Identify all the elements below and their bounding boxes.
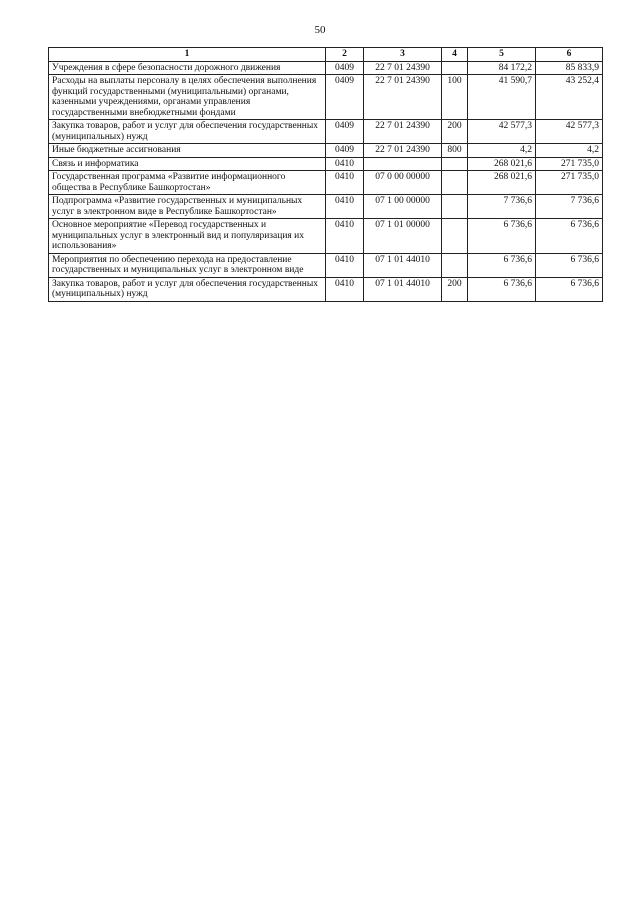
row-value-2: 6 736,6	[536, 219, 603, 254]
header-cell-kind: 4	[442, 48, 468, 62]
row-target: 22 7 01 24390	[364, 75, 442, 120]
row-value-1: 6 736,6	[468, 253, 536, 277]
row-kind	[442, 157, 468, 171]
row-section: 0410	[326, 157, 364, 171]
row-value-1: 268 021,6	[468, 171, 536, 195]
row-section: 0410	[326, 171, 364, 195]
row-value-2: 85 833,9	[536, 61, 603, 75]
row-name: Основное мероприятие «Перевод государственных и муниципальных услуг в электронный вид и популяризация их использования»	[49, 219, 326, 254]
row-kind: 200	[442, 277, 468, 301]
header-cell-name: 1	[49, 48, 326, 62]
row-section: 0410	[326, 219, 364, 254]
row-name: Подпрограмма «Развитие государственных и муниципальных услуг в электронном виде в Республике Башкортостан»	[49, 195, 326, 219]
row-section: 0410	[326, 277, 364, 301]
table-header-row	[49, 48, 603, 62]
row-value-1: 84 172,2	[468, 61, 536, 75]
row-value-1: 42 577,3	[468, 120, 536, 144]
header-cell-section: 2	[326, 48, 364, 62]
row-name: Государственная программа «Развитие информационного общества в Республике Башкортостан»	[49, 171, 326, 195]
row-name: Учреждения в сфере безопасности дорожного движения	[49, 61, 326, 75]
row-value-1: 41 590,7	[468, 75, 536, 120]
row-value-2: 4,2	[536, 144, 603, 158]
row-target: 22 7 01 24390	[364, 120, 442, 144]
budget-table	[48, 47, 603, 302]
row-kind: 200	[442, 120, 468, 144]
row-value-1: 4,2	[468, 144, 536, 158]
table-row	[49, 157, 603, 171]
header-cell-target: 3	[364, 48, 442, 62]
row-target: 07 1 01 00000	[364, 219, 442, 254]
row-value-2: 42 577,3	[536, 120, 603, 144]
table-row	[49, 144, 603, 158]
row-section: 0409	[326, 75, 364, 120]
table-row	[49, 219, 603, 254]
row-value-2: 6 736,6	[536, 253, 603, 277]
row-name: Мероприятия по обеспечению перехода на предоставление государственных и муниципальных услуг в электронном виде	[49, 253, 326, 277]
row-target: 07 1 01 44010	[364, 253, 442, 277]
row-target: 22 7 01 24390	[364, 144, 442, 158]
row-section: 0410	[326, 253, 364, 277]
row-name: Связь и информатика	[49, 157, 326, 171]
row-name: Иные бюджетные ассигнования	[49, 144, 326, 158]
row-value-2: 6 736,6	[536, 277, 603, 301]
header-cell-value-2: 6	[536, 48, 603, 62]
table-row	[49, 277, 603, 301]
row-kind	[442, 61, 468, 75]
row-target	[364, 157, 442, 171]
row-value-2: 7 736,6	[536, 195, 603, 219]
page-number: 50	[314, 24, 326, 36]
row-kind	[442, 171, 468, 195]
row-target: 07 1 00 00000	[364, 195, 442, 219]
table-row	[49, 75, 603, 120]
row-kind	[442, 195, 468, 219]
row-kind: 100	[442, 75, 468, 120]
row-value-2: 271 735,0	[536, 157, 603, 171]
table-row	[49, 195, 603, 219]
row-value-1: 268 021,6	[468, 157, 536, 171]
row-value-2: 271 735,0	[536, 171, 603, 195]
row-value-1: 6 736,6	[468, 219, 536, 254]
table-row	[49, 171, 603, 195]
row-kind	[442, 253, 468, 277]
row-value-1: 7 736,6	[468, 195, 536, 219]
row-target: 22 7 01 24390	[364, 61, 442, 75]
row-value-2: 43 252,4	[536, 75, 603, 120]
row-target: 07 1 01 44010	[364, 277, 442, 301]
row-value-1: 6 736,6	[468, 277, 536, 301]
table-row	[49, 61, 603, 75]
row-section: 0409	[326, 144, 364, 158]
row-name: Закупка товаров, работ и услуг для обеспечения государственных (муниципальных) нужд	[49, 120, 326, 144]
row-name: Расходы на выплаты персоналу в целях обеспечения выполнения функций государственными (муниципальными) органами, казенными учреждениями, органами управления государственными внебюджетными фондами	[49, 75, 326, 120]
row-target: 07 0 00 00000	[364, 171, 442, 195]
row-section: 0409	[326, 61, 364, 75]
row-section: 0410	[326, 195, 364, 219]
table-row	[49, 253, 603, 277]
row-kind: 800	[442, 144, 468, 158]
row-name: Закупка товаров, работ и услуг для обеспечения государственных (муниципальных) нужд	[49, 277, 326, 301]
table-row	[49, 120, 603, 144]
row-kind	[442, 219, 468, 254]
row-section: 0409	[326, 120, 364, 144]
header-cell-value-1: 5	[468, 48, 536, 62]
